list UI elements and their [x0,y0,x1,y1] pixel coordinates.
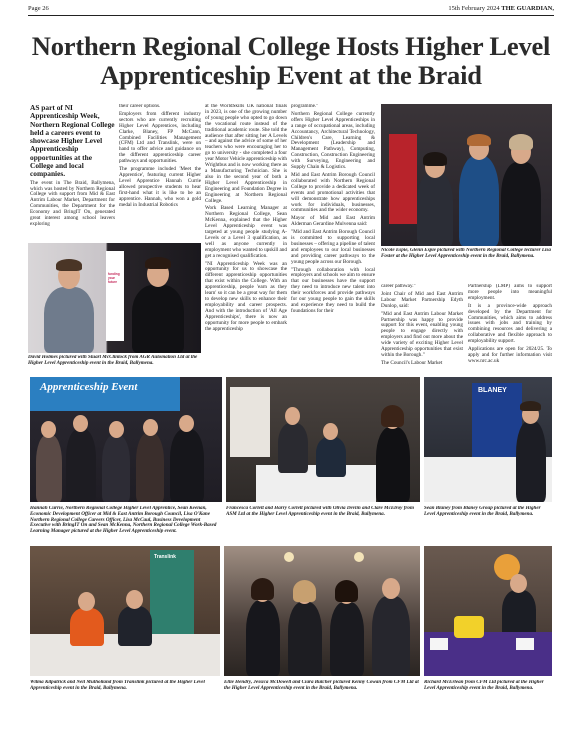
banner-text: BLANEY [478,387,507,394]
paragraph: Northern Regional College currently offers Higher Level Apprenticeships in a range of occupational areas, including Accountancy, Architectural Technology, Children's Care, Learning & Development (Leadership and Management Pathway), Computing, Construction, Construction Engineering with Surveying, Engineering and Supply Chain & Logistics. [291,110,375,171]
paragraph: "Through collaboration with local employers and schools we aim to ensure that our businesses have the support they need to introduce new talent into their workforces and provide pathways for our young people to gain the skills and experience they need to build the foundations for their [291,266,375,314]
paragraph: It is a province-wide approach developed by the Department for Communities, which aims to address issues with jobs and training by combining resources and delivering a collaborative and flexible approach to employability support. [468,302,552,345]
paragraph: Joint Chair of Mid and East Antrim Labour Market Partnership Edyth Dunlop, said: [381,290,463,309]
page-header [28,2,554,14]
banner-text: Apprenticeship Event [40,381,138,393]
paragraph: Mid and East Antrim Borough Council collaborated with Northern Regional College to provide a dedicated week of events and promotional activities that will demonstrate how apprenticeships work for individuals, businesses, communities and the wider economy. [291,171,375,214]
paragraph: Mayor of Mid and East Antrim Alderman Gerardine Mulvenna said: [291,215,375,228]
header-rule [28,15,554,16]
banner-text: Translink [154,554,176,560]
photo-4 [226,377,420,502]
photo-8 [424,546,552,676]
paragraph: "Mid and East Antrim Borough Council is committed to supporting local businesses – offering a pipeline of talent and employees to our local businesses and providing career pathways to the young people across our Borough. [291,229,375,265]
photo-top-right [381,104,552,246]
article-column-5 [381,284,463,370]
photo-caption: David Holmes pictured with Stuart McClintock from AGR Automation Ltd at the Higher Level Apprenticeship event in the Braid, Ballymena. [28,355,198,366]
article-column-2 [119,104,201,240]
photo-caption: Richard McErlean from CFM Ltd pictured at the Higher Level Apprenticeship event in the Braid, Ballymena. [424,680,544,691]
article-column-1 [30,104,115,240]
lead-paragraph: AS part of NI Apprenticeship Week, Northern Regional College held a careers event to showcase Higher Level Apprenticeship opportunities at the College and local companies. [30,104,115,179]
paragraph: career pathway." [381,284,416,289]
article-column-3 [205,104,287,370]
photo-caption: Wilma Kilpatrick and Neil Mulholland from Translink pictured at the Higher Level Apprenticeship event in the Braid, Ballymena. [30,680,205,691]
article-column-4 [291,104,375,370]
paragraph: Partnership (LMP) aims to support more people into meaningful employment. [468,284,552,301]
photo-1 [28,243,201,353]
paper-name: THE GUARDIAN, [501,4,554,12]
paragraph: "Mid and East Antrim Labour Market Partnership was happy to provide support for this event, enabling young people to engage directly with employers and find out more about the wide variety of exciting Higher Level Apprenticeship opportunities that exist within the Borough." [381,310,463,358]
photo-caption: Francesca Corlett and Harry Corlett pictured with Olivia Devlin and Clare McElroy from ASM Ltd at the Higher Level Apprenticeship event in the Braid, Ballymena. [226,506,414,517]
issue-date: 15th February 2024 [448,4,500,12]
paragraph: Applications are open for 2024/25. To apply and for further information visit www.nrc.ac.uk [468,346,552,364]
photo-caption: Hannah Currie, Northern Regional College Higher Level Apprentice, Sean Keenan, Economic Development Officer at Mid & East Antrim Borough Council, Lisa O'Kane Northern Regional College Careers Officer, Lisa McCaul, Business Development Executive with BringIT On and Sean McKenna, Northern Regional College Work-Based Learning Manager pictured at the Higher Level Apprenticeship event. [30,506,217,535]
paragraph: "NI Apprenticeship Week was an opportunity for us to showcase the different apprenticeship opportunities that exist within the College. With an apprenticeship, people 'earn as they learn' so it can be a great way for them to develop new skills to enhance their employability and career prospects. And with the introduction of 'All Age Apprenticeships', there is now an opportunity for more people to embark the apprenticeship [205,260,287,332]
paragraph: Work Based Learning Manager at Northern Regional College, Sean McKenna, explained that the Higher Level Apprenticeship event was targeted at young people studying A-Levels or a Level 3 qualification, as well as anyone currently in employment who wanted to upskill and get a recognised qualification. [205,205,287,259]
article-column-6 [468,284,552,370]
photo-7 [224,546,420,676]
photo-caption: Sean Blaney from Blaney Group pictured at the Higher Level Apprenticeship event in the Braid, Ballymena. [424,506,541,517]
paragraph: The programme included 'Meet the Apprentice', featuring current Higher Level Apprentice Hannah Currie allowed prospective students to hear first-hand what it is like to be an apprentice. Hannah, who won a gold medal in Industrial Robotics [119,166,201,208]
photo-caption: Nicole Espie, Glenn Espie pictured with Northern Regional College lecturer Lisa Foster at the Higher Level Apprenticeship event in the Braid, Ballymena. [381,248,551,259]
article-headline: Northern Regional College Hosts Higher Level Apprenticeship Event at the Braid [31,31,551,90]
photo-5 [424,377,552,502]
paragraph: The Council's Labour Market [381,359,443,366]
paragraph: Employers from different industry sectors who are currently recruiting Higher Level Apprentices, including Clarke, Blaney, FP McCann, Combined Facilities Management (CFM) Ltd and Translink, were on hand to offer advice and guidance on the different apprenticeship career pathways and opportunities. [119,110,201,165]
paragraph: their career options. [119,104,161,109]
photo-3 [30,377,222,502]
page-number: Page 26 [28,4,49,12]
paragraph: programme." [291,104,319,109]
issue-info [448,5,554,12]
paragraph: at the WorldSkills UK national finals in 2023, is one of the growing number of young people who opted to go down the vocational route instead of the traditional academic route. She told the audience that after sitting her A Levels – and against the advice of some of her teachers who were encouraging her to go to university - she completed a four year Motor Vehicle apprenticeship with Wrightbus and is now working there as a Manufacturing Technician. She is also in the second year of both a Higher Level Apprenticeship in Engineering and Foundation Degree in Engineering at Northern Regional College. [205,104,287,204]
paragraph: The event in The Braid, Ballymena, which was hosted by Northern Regional College with support from Mid & East Antrim Labour Market, Department for Communities, the Department for the Economy and BringIT On, generated great interest among school leavers exploring [30,179,115,228]
photo-caption: Ellie Hendry, Jessica McDowell and Ciara Butcher pictured Kenny Cowan from CFM Ltd at the Higher Level Apprenticeship event in the Braid, Ballymena. [224,680,419,691]
banner-text: funding your future [108,272,120,284]
photo-6 [30,546,220,676]
